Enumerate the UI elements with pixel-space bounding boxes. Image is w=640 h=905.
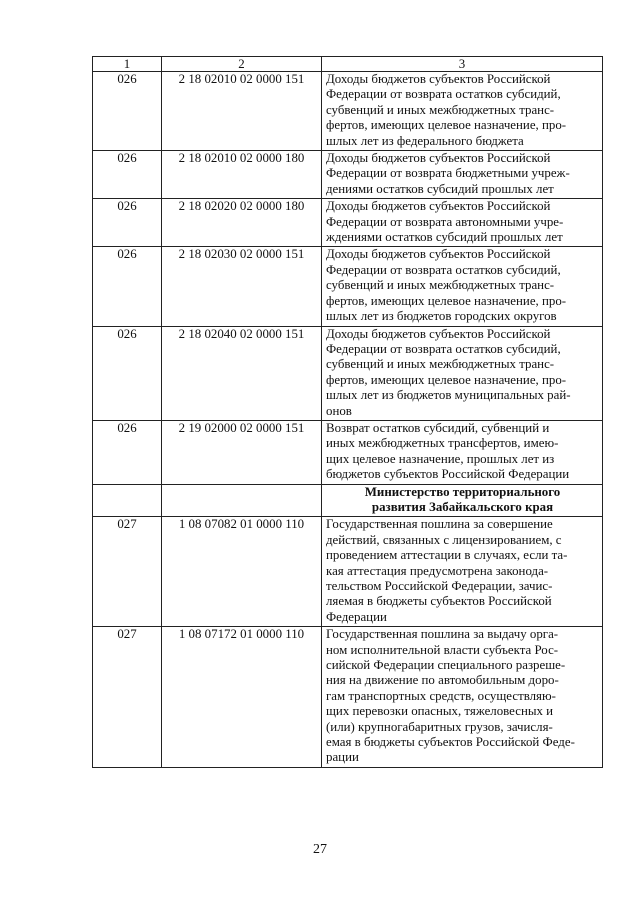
description-line: Федерации от возврата остатков субсидий,: [326, 341, 561, 356]
admin-code-cell: 027: [93, 517, 162, 627]
kbk-code-cell: 2 18 02030 02 0000 151: [162, 247, 322, 326]
description-line: дениями остатков субсидий прошлых лет: [326, 181, 554, 196]
description-line: онов: [326, 403, 352, 418]
description-cell: [322, 627, 603, 768]
description-line: иных межбюджетных трансфертов, имею-: [326, 436, 559, 451]
admin-code-cell: [93, 484, 162, 517]
description-line: фертов, имеющих целевое назначение, про-: [326, 372, 567, 387]
admin-code-cell: 026: [93, 326, 162, 420]
description-line: Доходы бюджетов субъектов Российской: [326, 72, 551, 86]
description-line: Министерство территориального: [364, 484, 561, 499]
kbk-code-cell: 2 19 02000 02 0000 151: [162, 420, 322, 484]
table-header-row: [93, 57, 603, 72]
header-col-2: 2: [162, 57, 322, 72]
revenue-codes-table: [92, 56, 603, 768]
admin-code-cell: 026: [93, 151, 162, 199]
description-line: шлых лет из бюджетов муниципальных рай-: [326, 388, 571, 403]
description-line: ждениями остатков субсидий прошлых лет: [326, 230, 563, 245]
description-line: Доходы бюджетов субъектов Российской: [326, 326, 551, 341]
description-line: субвенций и иных межбюджетных транс-: [326, 357, 555, 372]
description-cell: [322, 517, 603, 627]
description-line: развития Забайкальского края: [371, 499, 554, 514]
description-cell: [322, 326, 603, 420]
description-line: Доходы бюджетов субъектов Российской: [326, 247, 551, 262]
header-col-3: 3: [322, 57, 603, 72]
description-line: фертов, имеющих целевое назначение, про-: [326, 118, 567, 133]
kbk-code-cell: [162, 484, 322, 517]
section-heading-row: [93, 484, 603, 517]
description-line: действий, связанных с лицензированием, с: [326, 532, 562, 547]
description-line: Государственная пошлина за выдачу орга-: [326, 627, 559, 642]
header-col-1: 1: [93, 57, 162, 72]
kbk-code-cell: 2 18 02010 02 0000 151: [162, 72, 322, 151]
page-number: 27: [313, 842, 327, 857]
table-row: [93, 151, 603, 199]
table-row: [93, 326, 603, 420]
kbk-code-cell: 2 18 02020 02 0000 180: [162, 199, 322, 247]
admin-code-cell: 026: [93, 72, 162, 151]
description-line: ляемая в бюджеты субъектов Российской: [326, 594, 552, 609]
description-cell: [322, 247, 603, 326]
description-line: шлых лет из федерального бюджета: [326, 133, 524, 148]
description-line: Государственная пошлина за совершение: [326, 517, 553, 532]
description-line: Федерации от возврата бюджетными учреж-: [326, 166, 570, 181]
description-line: шлых лет из бюджетов городских округов: [326, 309, 557, 324]
admin-code-cell: 027: [93, 627, 162, 768]
section-title-cell: [322, 484, 603, 517]
admin-code-cell: 026: [93, 247, 162, 326]
kbk-code-cell: 2 18 02040 02 0000 151: [162, 326, 322, 420]
description-cell: [322, 199, 603, 247]
description-cell: [322, 151, 603, 199]
table-row: [93, 199, 603, 247]
description-line: Доходы бюджетов субъектов Российской: [326, 151, 551, 166]
admin-code-cell: 026: [93, 199, 162, 247]
table-row: [93, 627, 603, 768]
table-row: [93, 72, 603, 151]
admin-code-cell: 026: [93, 420, 162, 484]
table-row: [93, 517, 603, 627]
description-line: тельством Российской Федерации, зачис-: [326, 579, 553, 593]
description-line: щих целевое назначение, прошлых лет из: [326, 451, 555, 466]
description-line: ном исполнительной власти субъекта Рос-: [326, 642, 559, 657]
description-line: Федерации от возврата автономными учре-: [326, 214, 564, 229]
description-line: ния на движение по автомобильным доро-: [326, 673, 559, 688]
description-line: субвенций и иных межбюджетных транс-: [326, 278, 555, 293]
description-cell: [322, 420, 603, 484]
description-line: Федерации: [326, 609, 387, 624]
description-line: субвенций и иных межбюджетных транс-: [326, 102, 555, 117]
description-line: Федерации от возврата остатков субсидий,: [326, 262, 561, 277]
kbk-code-cell: 1 08 07082 01 0000 110: [162, 517, 322, 627]
description-line: фертов, имеющих целевое назначение, про-: [326, 293, 567, 308]
kbk-code-cell: 1 08 07172 01 0000 110: [162, 627, 322, 768]
description-cell: [322, 72, 603, 151]
description-line: щих перевозки опасных, тяжеловесных и: [326, 704, 554, 719]
description-line: (или) крупногабаритных грузов, зачисля-: [326, 719, 553, 734]
description-line: Федерации от возврата остатков субсидий,: [326, 87, 561, 102]
kbk-code-cell: 2 18 02010 02 0000 180: [162, 151, 322, 199]
description-line: сийской Федерации специального разреше-: [326, 658, 566, 673]
table-row: [93, 247, 603, 326]
table-body: [93, 57, 603, 768]
description-line: рации: [326, 750, 359, 765]
description-line: гам транспортных средств, осуществляю-: [326, 688, 556, 703]
description-line: кая аттестация предусмотрена законода-: [326, 563, 549, 578]
description-line: бюджетов субъектов Российской Федерации: [326, 467, 570, 482]
table-row: [93, 420, 603, 484]
description-line: Возврат остатков субсидий, субвенций и: [326, 420, 550, 435]
description-line: емая в бюджеты субъектов Российской Феде-: [326, 735, 575, 750]
description-line: проведением аттестации в случаях, если та-: [326, 548, 568, 563]
description-line: Доходы бюджетов субъектов Российской: [326, 199, 551, 214]
